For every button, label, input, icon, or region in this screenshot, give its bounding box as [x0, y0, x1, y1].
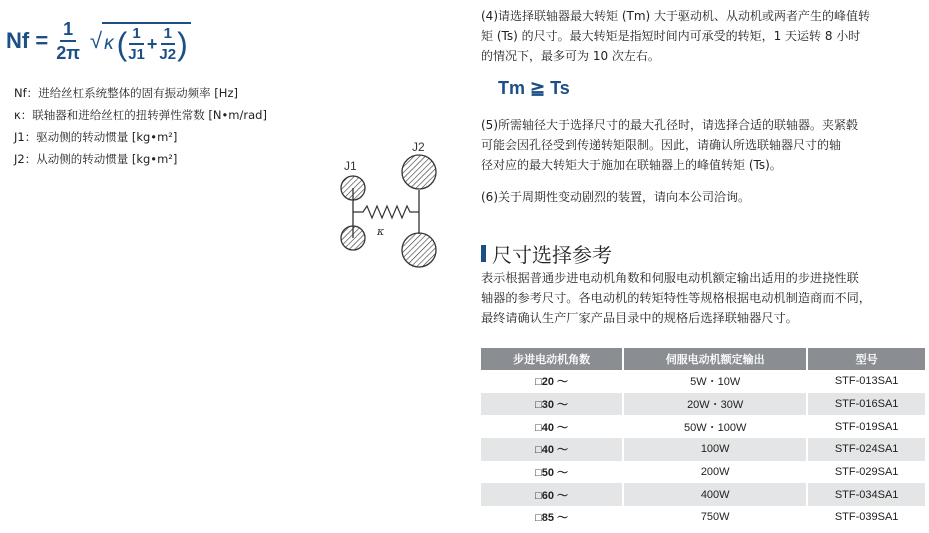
note-4: [481, 6, 929, 66]
j2-label: J2: [412, 140, 425, 154]
model-cell: STF-016SA1: [807, 393, 925, 416]
j1-label: J1: [344, 159, 357, 173]
stepper-size-cell: □40 ～: [481, 438, 623, 461]
fraction-one-over-two-pi: [56, 20, 80, 62]
formula-plus: +: [146, 33, 158, 54]
model-cell: STF-024SA1: [807, 438, 925, 461]
stepper-size-cell: □30 ～: [481, 393, 623, 416]
stepper-size-cell: □40 ～: [535, 421, 569, 434]
tm-ts-inequality: Tm ≧ Ts: [498, 78, 570, 98]
intro-line: 最终请确认生产厂家产品目录中的规格后选择联轴器尺寸。: [481, 311, 798, 325]
torsion-spring: [353, 206, 419, 218]
model-cell: STF-029SA1: [807, 461, 925, 484]
table-row: [481, 393, 925, 416]
servo-output-cell: 200W: [623, 461, 807, 484]
spring-kappa-label: κ: [377, 225, 385, 238]
model-cell: STF-019SA1: [807, 415, 925, 438]
fraction-numerator: 1: [161, 26, 175, 45]
size-selection-heading: [481, 239, 612, 268]
fraction-denominator: J1: [128, 46, 145, 63]
servo-output-cell: 20W・30W: [623, 393, 807, 416]
fraction-denominator: 2π: [56, 43, 80, 63]
intro-line: 轴器的参考尺寸。各电动机的转矩特性等规格根据电动机制造商而不同，: [481, 291, 871, 305]
paren-open: (: [116, 26, 128, 62]
column-header-servo: 伺服电动机额定输出: [623, 348, 807, 370]
j1-top-inertia-disc: [341, 176, 365, 200]
note-4-line: 矩 (Ts) 的尺寸。最大转矩是指短时间内可承受的转矩，1 天运转 8 小时: [481, 29, 861, 43]
note-5-line: 径对应的最大转矩大于施加在联轴器上的峰值转矩 (Ts)。: [481, 158, 782, 172]
servo-output-cell: 50W・100W: [623, 415, 807, 438]
j1-bottom-inertia-disc: [341, 226, 365, 250]
note-6: (6)关于周期性变动剧烈的装置，请向本公司洽询。: [481, 190, 750, 204]
formula-kappa: κ: [104, 33, 114, 54]
formula-definitions: [14, 82, 267, 170]
fraction-numerator: 1: [129, 26, 143, 45]
model-cell: STF-013SA1: [807, 370, 925, 393]
j2-top-inertia-disc: [402, 155, 436, 189]
table-row: [481, 370, 925, 393]
square-root-symbol: √: [89, 28, 103, 53]
inertia-spring-diagram: [330, 138, 442, 268]
vibration-frequency-formula: [6, 18, 191, 64]
table-row: [481, 438, 925, 461]
paren-close: ): [177, 26, 188, 62]
stepper-size-cell: □20 ～: [535, 376, 569, 389]
servo-output-cell: 100W: [623, 438, 807, 461]
servo-output-cell: 400W: [623, 483, 807, 506]
definition-nf: Nf：进给丝杠系统整体的固有振动频率 [Hz]: [14, 86, 238, 100]
table-header-row: [481, 348, 925, 370]
square-root-body: [102, 22, 191, 62]
table-row: [481, 415, 925, 438]
model-cell: STF-039SA1: [807, 506, 925, 529]
note-5-line: 可能会因孔径受到传递转矩限制。因此，请确认所选联轴器尺寸的轴: [481, 138, 842, 152]
definition-j2: J2：从动侧的转动惯量 [kg•m²]: [14, 152, 178, 166]
size-selection-intro: [481, 268, 927, 328]
fraction-one-over-j2: [159, 26, 176, 62]
servo-output-cell: 5W・10W: [623, 370, 807, 393]
fraction-numerator: 1: [60, 20, 76, 42]
heading-accent-bar: [481, 245, 486, 262]
model-cell: STF-034SA1: [807, 483, 925, 506]
size-reference-table: [481, 348, 925, 529]
stepper-size-cell: □50 ～: [535, 467, 569, 480]
note-5: [481, 115, 929, 175]
servo-output-cell: 750W: [623, 506, 807, 529]
note-5-line: (5)所需轴径大于选择尺寸的最大孔径时，请选择合适的联轴器。夹紧毂: [481, 118, 859, 132]
definition-j1: J1：驱动侧的转动惯量 [kg•m²]: [14, 130, 178, 144]
j2-bottom-inertia-disc: [402, 233, 436, 267]
note-4-line: 的情况下，最多可为 10 次左右。: [481, 49, 660, 63]
stepper-size-cell: □85 ～: [535, 512, 569, 525]
column-header-stepper: 步进电动机角数: [481, 348, 623, 370]
column-header-model: 型号: [807, 348, 925, 370]
table-row: [481, 461, 925, 484]
definition-kappa: κ：联轴器和进给丝杠的扭转弹性常数 [N•m/rad]: [14, 108, 267, 122]
stepper-size-cell: □60 ～: [481, 483, 623, 506]
heading-title: 尺寸选择参考: [492, 243, 612, 267]
fraction-denominator: J2: [159, 46, 177, 63]
intro-line: 表示根据普通步进电动机角数和伺服电动机额定输出适用的步进挠性联: [481, 271, 859, 285]
table-row: [481, 506, 925, 529]
formula-lhs: Nf =: [6, 28, 49, 53]
fraction-one-over-j1: [128, 26, 145, 62]
note-4-line: (4)请选择联轴器最大转矩 (Tm) 大于驱动机、从动机或两者产生的峰值转: [481, 9, 871, 23]
table-row: [481, 483, 925, 506]
